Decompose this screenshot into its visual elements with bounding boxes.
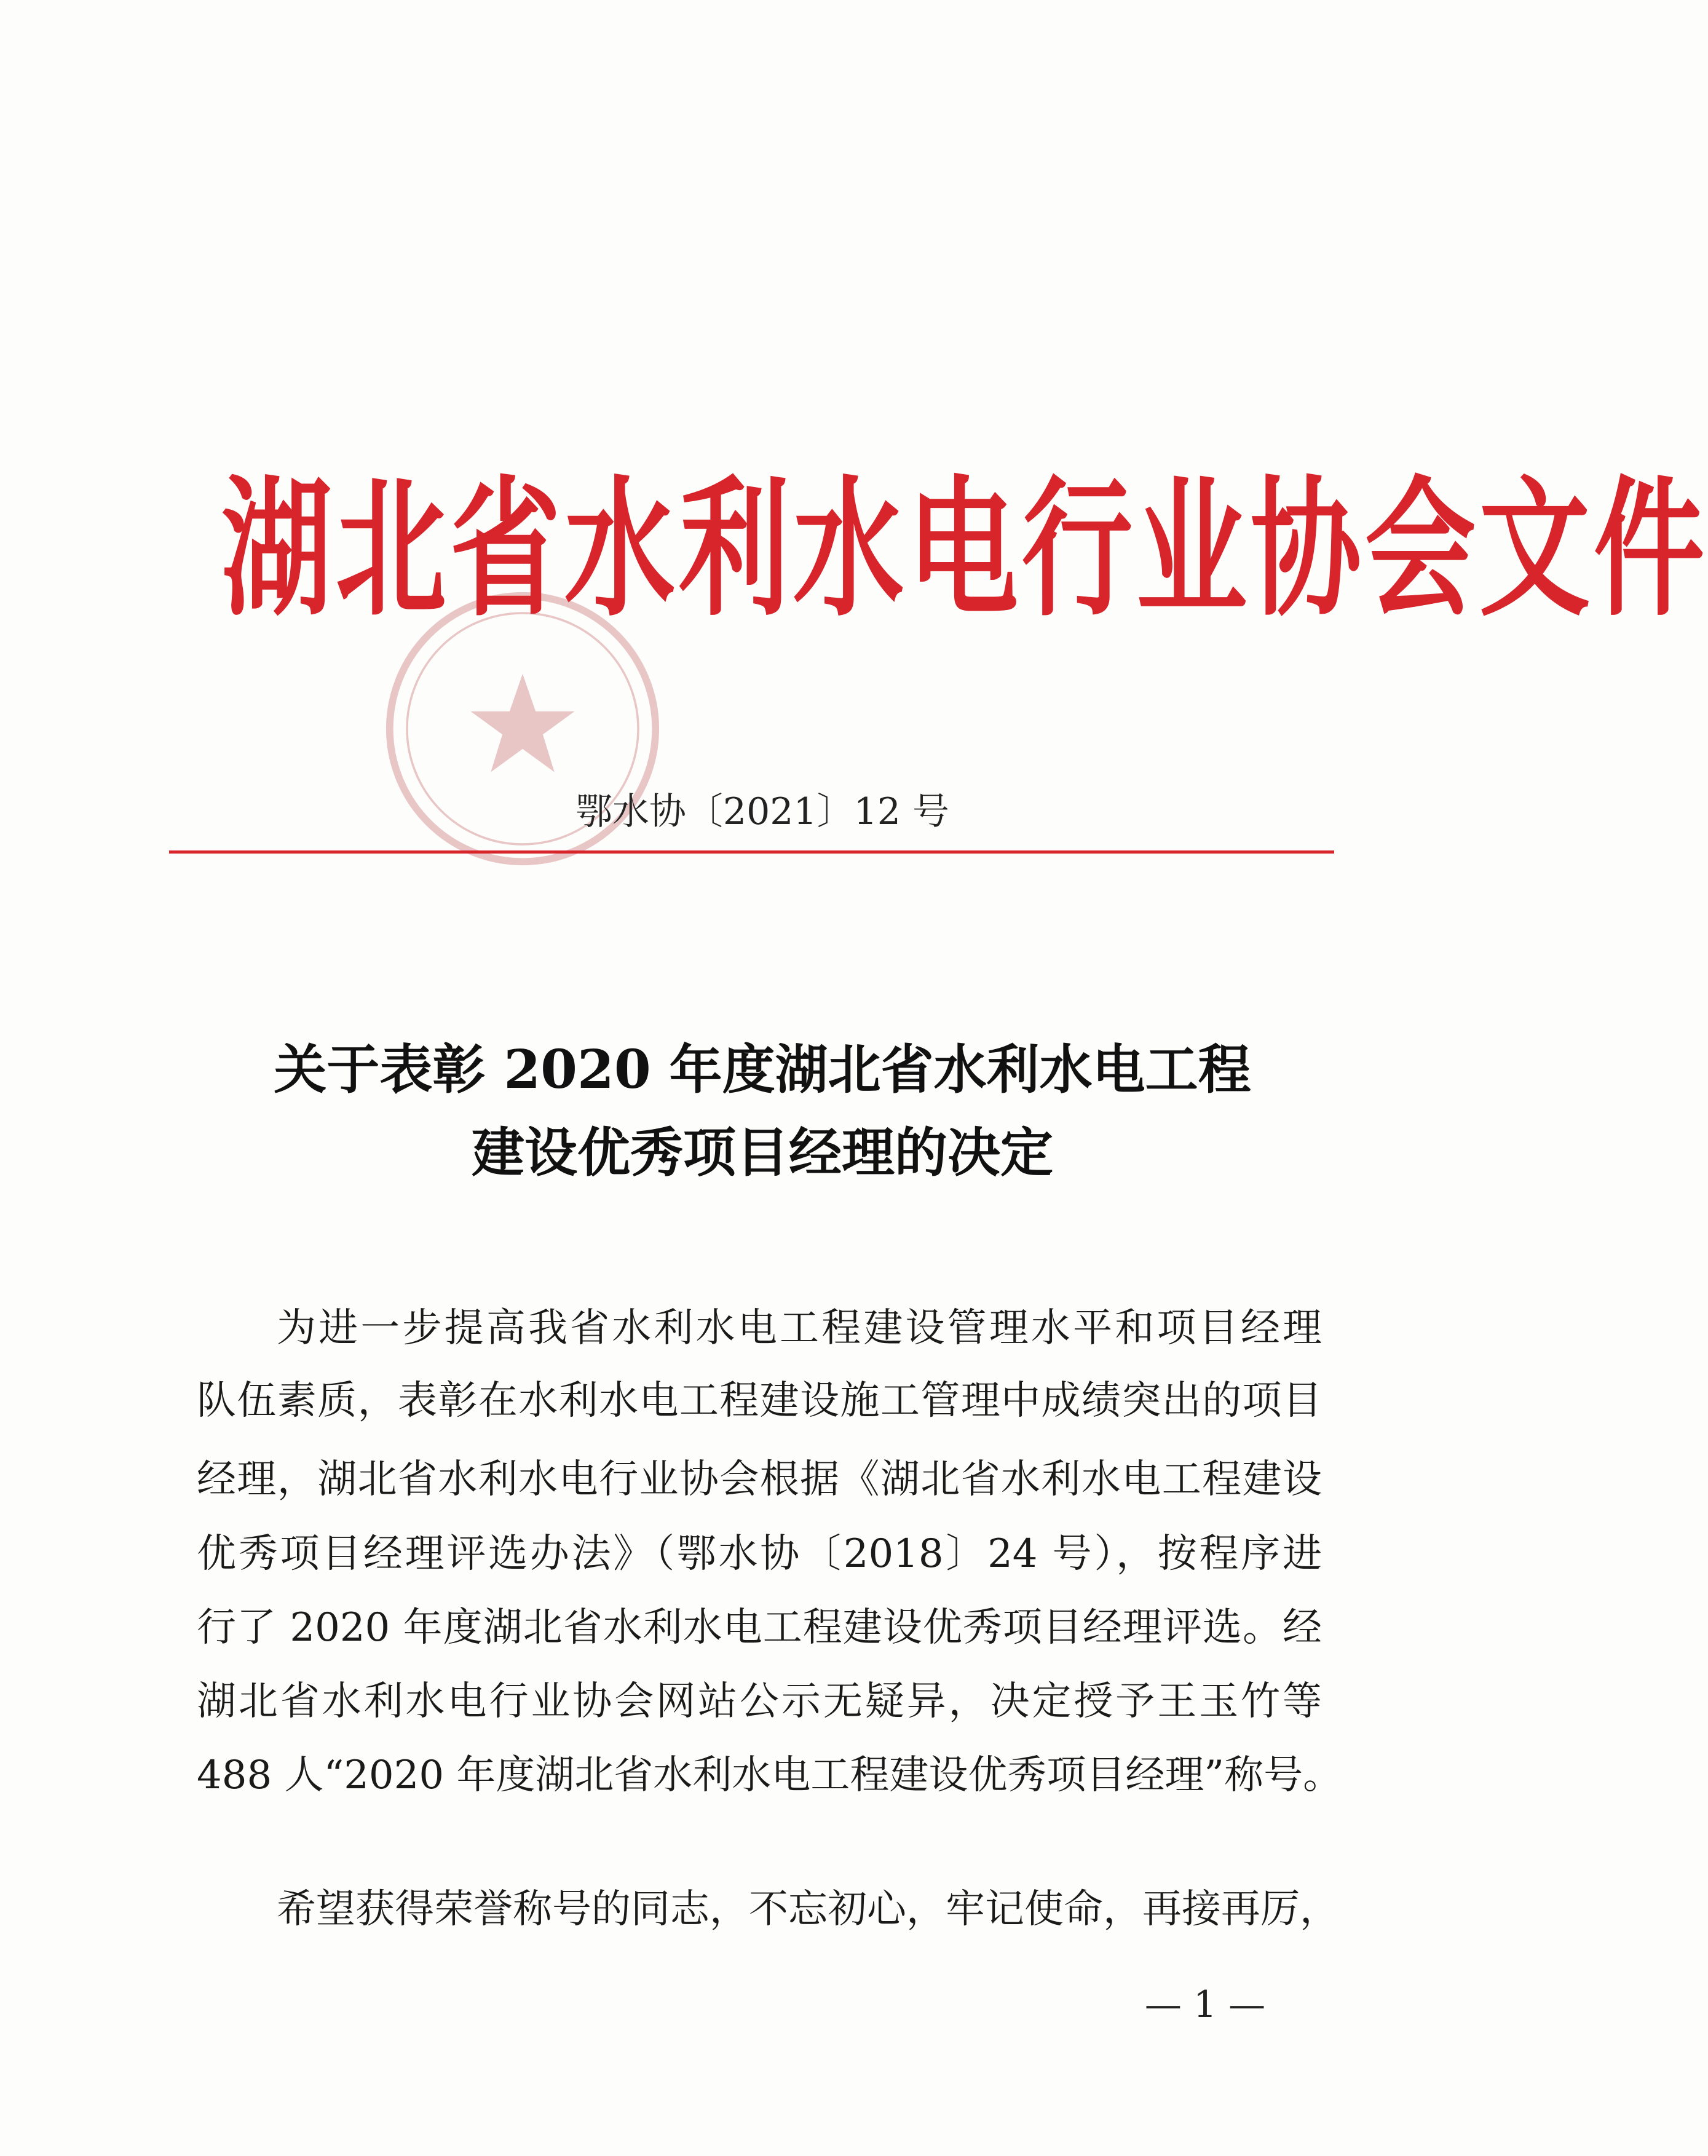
body-line: 队伍素质，表彰在水利水电工程建设施工管理中成绩突出的项目 (197, 1378, 1322, 1424)
body-line: 行了 2020 年度湖北省水利水电工程建设优秀项目经理评选。经 (197, 1605, 1322, 1651)
document-number: 鄂水协〔2021〕12 号 (575, 790, 950, 833)
body-line: 为进一步提高我省水利水电工程建设管理水平和项目经理 (277, 1306, 1322, 1351)
decision-title-line-1: 关于表彰 2020 年度湖北省水利水电工程 (274, 1039, 1251, 1101)
body-line: 希望获得荣誉称号的同志，不忘初心，牢记使命，再接再厉， (277, 1887, 1339, 1932)
body-line: 优秀项目经理评选办法》（鄂水协〔2018〕24 号），按程序进 (197, 1531, 1322, 1577)
body-line: 湖北省水利水电行业协会网站公示无疑异，决定授予王玉竹等 (197, 1679, 1322, 1724)
org-header-title: 湖北省水利水电行业协会文件 (221, 463, 1708, 637)
decision-title-line-2: 建设优秀项目经理的决定 (472, 1122, 1053, 1184)
page-number: — 1 — (1144, 1983, 1266, 2026)
body-line: 488 人“2020 年度湖北省水利水电工程建设优秀项目经理”称号。 (197, 1753, 1343, 1798)
header-divider (169, 850, 1334, 854)
body-line: 经理，湖北省水利水电行业协会根据《湖北省水利水电工程建设 (197, 1457, 1322, 1502)
